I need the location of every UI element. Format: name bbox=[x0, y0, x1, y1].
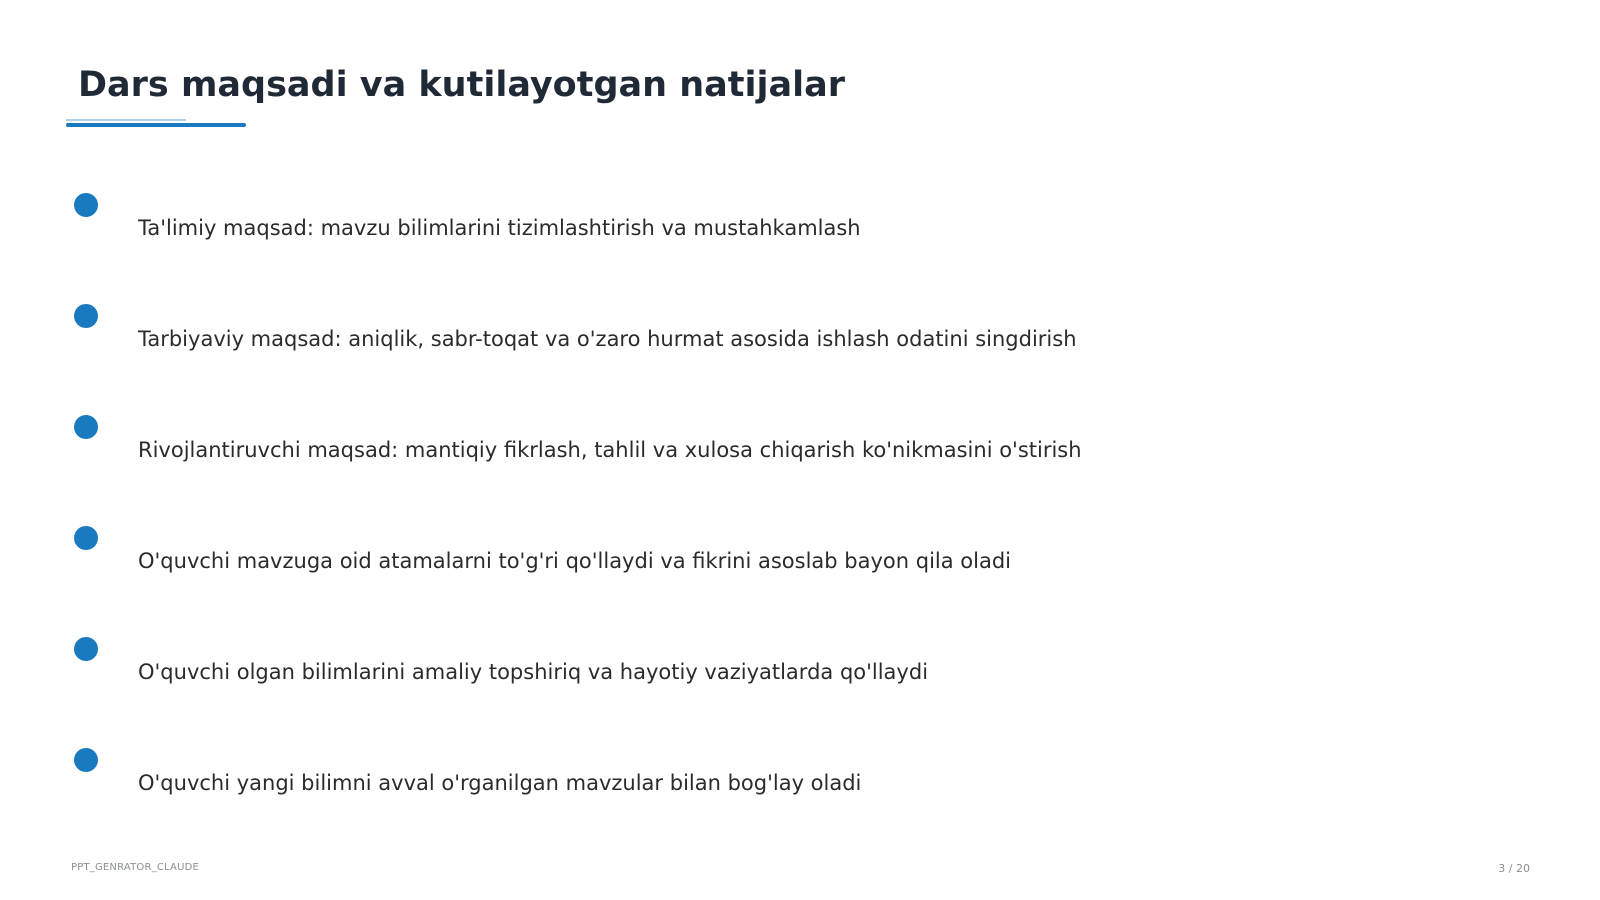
list-item-text: Tarbiyaviy maqsad: aniqlik, sabr-toqat va o'zaro hurmat asosida ishlash odatini singdirish bbox=[138, 327, 1077, 351]
bullet-dot-icon bbox=[74, 637, 98, 661]
list-item-text: O'quvchi olgan bilimlarini amaliy topshiriq va hayotiy vaziyatlarda qo'llaydi bbox=[138, 660, 929, 684]
list-item bbox=[72, 637, 1372, 697]
bullet-dot-icon bbox=[74, 304, 98, 328]
title-underline-accent bbox=[66, 119, 186, 121]
list-item bbox=[72, 304, 1372, 364]
list-item-text: O'quvchi yangi bilimni avval o'rganilgan mavzular bilan bog'lay oladi bbox=[138, 771, 862, 795]
slide-title: Dars maqsadi va kutilayotgan natijalar bbox=[78, 65, 845, 105]
list-item bbox=[72, 526, 1372, 586]
bullet-dot-icon bbox=[74, 526, 98, 550]
bullet-dot-icon bbox=[74, 415, 98, 439]
bullet-dot-icon bbox=[74, 748, 98, 772]
footer-brand: PPT_GENRATOR_CLAUDE bbox=[71, 862, 200, 873]
list-item bbox=[72, 748, 1372, 808]
bullet-dot-icon bbox=[74, 193, 98, 217]
list-item-text: Rivojlantiruvchi maqsad: mantiqiy fikrlash, tahlil va xulosa chiqarish ko'nikmasini o'stirish bbox=[138, 438, 1082, 462]
page-number: 3 / 20 bbox=[1498, 862, 1530, 875]
list-item bbox=[72, 415, 1372, 475]
list-item-text: O'quvchi mavzuga oid atamalarni to'g'ri qo'llaydi va fikrini asoslab bayon qila oladi bbox=[138, 549, 1011, 573]
title-underline bbox=[66, 123, 246, 127]
list-item bbox=[72, 193, 1372, 253]
list-item-text: Ta'limiy maqsad: mavzu bilimlarini tizimlashtirish va mustahkamlash bbox=[138, 216, 861, 240]
